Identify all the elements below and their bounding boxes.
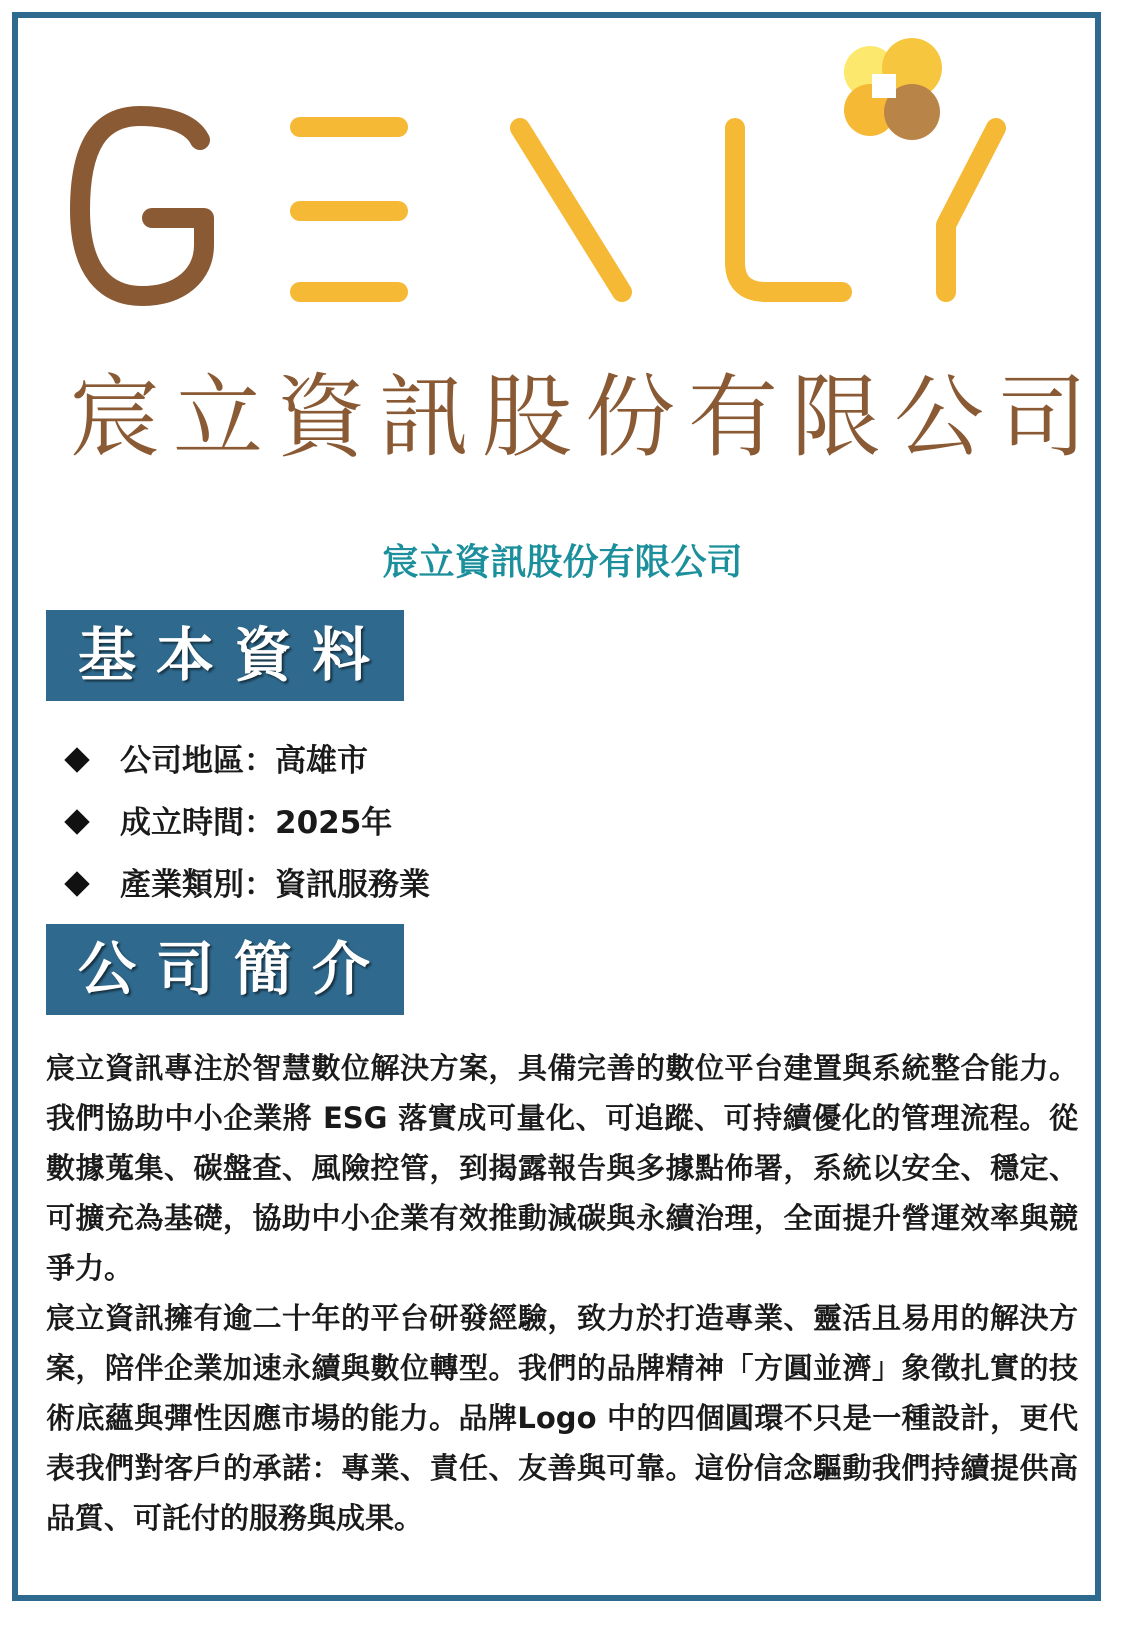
logo-letter-l-icon bbox=[735, 128, 842, 292]
intro-paragraph: 宸立資訊專注於智慧數位解決方案，具備完善的數位平台建置與系統整合能力。我們協助中小企業將 ESG 落實成可量化、可追蹤、可持續優化的管理流程。從數據蒐集、碳盤查、風險控管，到揭露報告與多據點佈署，系統以安全、穩定、可擴充為基礎，協助中小企業有效推動減碳與永續治理，全面提升營運效率與競爭力。 bbox=[46, 1051, 1078, 1285]
logo-letter-y-icon bbox=[946, 128, 996, 292]
company-logo bbox=[0, 0, 1125, 500]
logo-letter-g-icon bbox=[80, 116, 204, 296]
genly-wordmark-logo bbox=[0, 0, 1125, 360]
four-circles-logo-icon bbox=[844, 38, 942, 140]
logo-chinese-name: 宸立資訊股份有限公司 bbox=[70, 365, 1100, 470]
logo-letter-e-icon bbox=[300, 127, 398, 292]
section-header-basic-info: 基本資料 bbox=[46, 610, 404, 701]
company-intro bbox=[46, 1043, 1078, 1543]
logo-letter-n-icon bbox=[520, 128, 622, 292]
fact-label: 產業類別：資訊服務業 bbox=[120, 867, 430, 903]
fact-label: 公司地區：高雄市 bbox=[120, 743, 368, 779]
intro-paragraph: 宸立資訊擁有逾二十年的平台研發經驗，致力於打造專業、靈活且易用的解決方案，陪伴企業加速永續與數位轉型。我們的品牌精神「方圓並濟」象徵扎實的技術底蘊與彈性因應市場的能力。品牌Logo 中的四個圓環不只是一種設計，更代表我們對客戶的承諾：專業、責任、友善與可靠。這份信念驅動我們持續提供高品質、可託付的服務與成果。 bbox=[46, 1301, 1078, 1535]
section-header-intro: 公司簡介 bbox=[46, 924, 404, 1015]
fact-label: 成立時間：2025年 bbox=[120, 805, 393, 841]
company-heading: 宸立資訊股份有限公司 bbox=[382, 542, 743, 583]
